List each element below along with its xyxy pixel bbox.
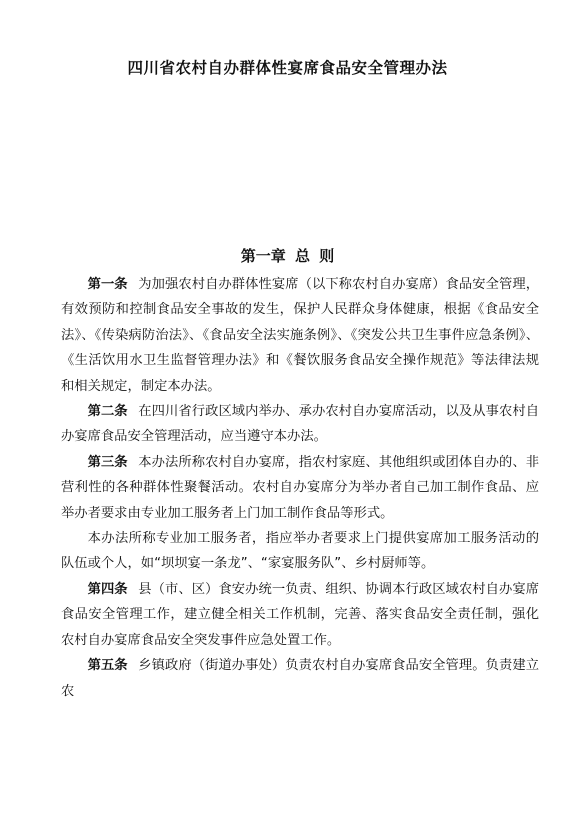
paragraph-article-1 (61, 272, 539, 399)
chapter-heading: 第一章 总 则 (240, 247, 335, 265)
paragraph-article-2 (61, 399, 539, 450)
paragraph-article-5 (61, 653, 539, 704)
document-body (61, 272, 539, 704)
article-number: 第一条 (87, 277, 128, 292)
paragraph-article-4 (61, 577, 539, 653)
paragraph-article-3-continued (61, 526, 539, 577)
paragraph-text: 本办法所称专业加工服务者，指应举办者要求上门提供宴席加工服务活动的队伍或个人，如“坝坝宴一条龙”、“家宴服务队”、乡村厨师等。 (61, 531, 539, 572)
paragraph-text: 县（市、区）食安办统一负责、组织、协调本行政区域农村自办宴席食品安全管理工作，建立健全相关工作机制，完善、落实食品安全责任制，强化农村自办宴席食品安全突发事件应急处置工作。 (61, 581, 540, 648)
article-number: 第二条 (87, 404, 128, 420)
paragraph-article-3 (61, 450, 539, 526)
article-number: 第四条 (87, 581, 128, 597)
article-number: 第五条 (87, 658, 128, 674)
paragraph-text: 在四川省行政区域内举办、承办农村自办宴席活动，以及从事农村自办宴席食品安全管理活动，应当遵守本办法。 (61, 404, 540, 445)
paragraph-text: 乡镇政府（街道办事处）负责农村自办宴席食品安全管理。负责建立农 (61, 658, 540, 699)
document-title: 四川省农村自办群体性宴席食品安全管理办法 (127, 59, 448, 77)
article-number: 第三条 (87, 454, 128, 470)
paragraph-text: 为加强农村自办群体性宴席（以下称农村自办宴席）食品安全管理，有效预防和控制食品安全事故的发生，保护人民群众身体健康，根据《食品安全法》、《传染病防治法》、《食品安全法实施条例》、《突发公共卫生事件应急条例》、《生活饮用水卫生监督管理办法》和《餐饮服务食品安全操作规范》等法律法规和相关规定，制定本办法。 (61, 277, 540, 394)
paragraph-text: 本办法所称农村自办宴席，指农村家庭、其他组织或团体自办的、非营利性的各种群体性聚餐活动。农村自办宴席分为举办者自己加工制作食品、应举办者要求由专业加工服务者上门加工制作食品等形式。 (61, 454, 540, 521)
